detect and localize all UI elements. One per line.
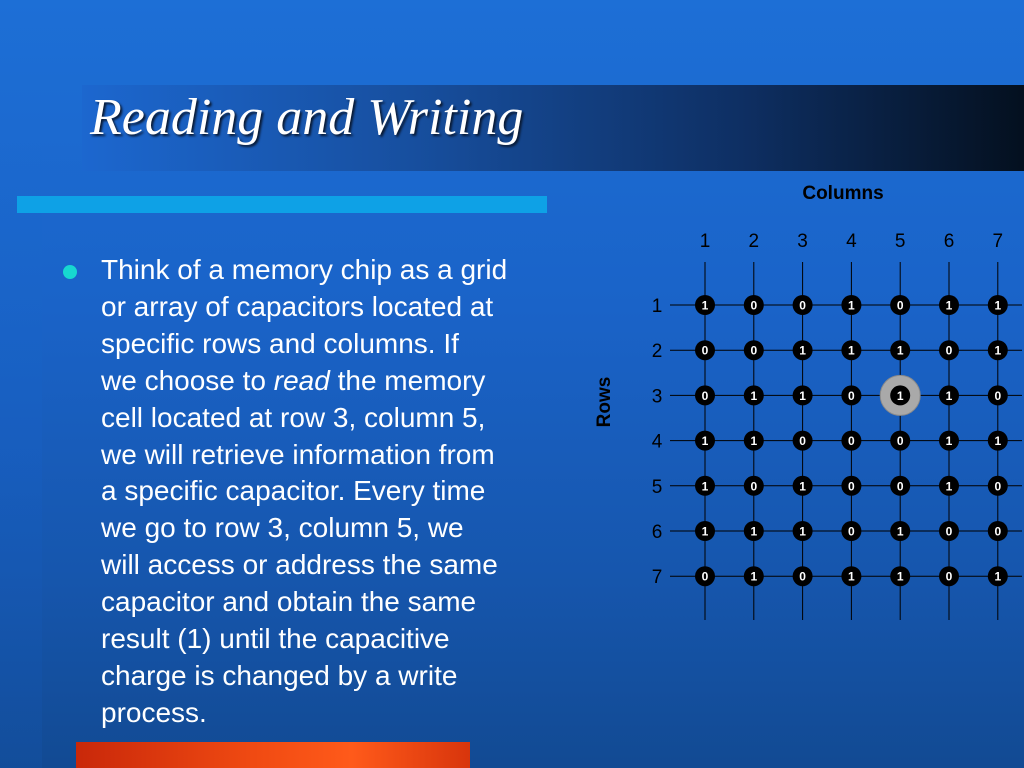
memory-cell-value: 1 <box>701 479 709 494</box>
memory-cell-value: 1 <box>945 479 953 494</box>
column-number: 6 <box>943 231 955 252</box>
memory-cell-value: 0 <box>848 524 855 539</box>
column-number: 7 <box>992 231 1004 252</box>
column-number: 3 <box>797 231 808 252</box>
row-number: 5 <box>651 476 663 498</box>
row-number: 6 <box>651 522 663 543</box>
bullet-text-run: we will retrieve information from <box>101 438 495 470</box>
memory-cell-value: 1 <box>701 298 709 313</box>
bullet-text-run: a specific capacitor. Every time <box>101 475 486 507</box>
bullet-text-run: the memory <box>329 364 486 396</box>
memory-cell-value: 1 <box>848 298 855 313</box>
row-number: 4 <box>651 431 663 453</box>
memory-cell-value: 1 <box>750 388 758 403</box>
memory-cell-value: 1 <box>799 388 806 403</box>
memory-cell-value: 0 <box>945 343 953 358</box>
memory-cell-value: 0 <box>750 298 758 313</box>
bullet-text-run: we choose to <box>101 364 274 396</box>
memory-cell-value: 1 <box>799 343 806 358</box>
memory-cell-value: 0 <box>701 569 709 584</box>
bullet-text-run: charge is changed by a write <box>101 659 458 691</box>
memory-cell-value: 1 <box>994 434 1002 449</box>
rows-label: Rows <box>594 376 615 428</box>
memory-cell-value: 0 <box>994 479 1002 494</box>
memory-cell-value: 1 <box>945 388 953 403</box>
memory-cell-value: 0 <box>750 343 758 358</box>
memory-cell-value: 0 <box>896 479 904 494</box>
column-number: 2 <box>748 231 760 252</box>
memory-cell-value: 0 <box>896 298 904 313</box>
row-number: 2 <box>651 341 663 363</box>
memory-cell-value: 0 <box>848 388 855 403</box>
memory-cell-value: 1 <box>750 569 758 584</box>
memory-cell-value: 1 <box>799 479 806 494</box>
memory-cell-value: 0 <box>994 388 1002 403</box>
memory-cell-value: 1 <box>750 524 758 539</box>
memory-cell-value: 0 <box>896 434 904 449</box>
bullet-text-run: specific rows and columns. If <box>101 327 459 359</box>
memory-cell-value: 1 <box>896 569 904 584</box>
column-number: 1 <box>699 231 711 252</box>
emphasis-text: read <box>273 364 330 396</box>
memory-cell-value: 0 <box>799 434 806 449</box>
memory-cell-value: 0 <box>945 524 953 539</box>
memory-cell-value: 1 <box>701 434 709 449</box>
accent-bar-bottom <box>76 742 470 768</box>
bullet-text-run: capacitor and obtain the same <box>101 586 477 618</box>
memory-cell-value: 0 <box>701 388 709 403</box>
bullet-text-run: Think of a memory chip as a grid <box>101 254 508 285</box>
columns-label: Columns <box>802 183 884 204</box>
memory-cell-value: 0 <box>848 479 855 494</box>
slide-title: Reading and Writing <box>90 89 524 146</box>
memory-cell-value: 1 <box>896 388 904 403</box>
memory-cell-value: 1 <box>896 343 904 358</box>
memory-cell-value: 1 <box>750 434 758 449</box>
memory-cell-value: 1 <box>848 569 855 584</box>
memory-cell-value: 0 <box>750 479 758 494</box>
column-number: 4 <box>846 231 857 252</box>
memory-cell-value: 1 <box>701 524 709 539</box>
memory-cell-value: 1 <box>945 298 953 313</box>
memory-cell-value: 0 <box>848 434 855 449</box>
bullet-text-run: process. <box>101 696 207 728</box>
row-number: 3 <box>651 386 663 408</box>
memory-cell-value: 0 <box>994 524 1002 539</box>
memory-cell-value: 1 <box>994 298 1002 313</box>
memory-cell-value: 0 <box>701 343 709 358</box>
row-number: 7 <box>651 567 663 589</box>
memory-cell-value: 0 <box>799 298 806 313</box>
memory-cell-value: 1 <box>994 569 1002 584</box>
memory-cell-value: 1 <box>799 524 806 539</box>
bullet-text-run: we go to row 3, column 5, we <box>101 512 464 544</box>
memory-cell-value: 1 <box>994 343 1002 358</box>
memory-cell-value: 1 <box>896 524 904 539</box>
bullet-text-run: cell located at row 3, column 5, <box>101 401 486 433</box>
bullet-text-run: will access or address the same <box>101 549 498 581</box>
row-number: 1 <box>651 296 663 317</box>
memory-cell-value: 0 <box>799 569 806 584</box>
bullet-text-run: or array of capacitors located at <box>101 290 494 322</box>
bullet-text-run: result (1) until the capacitive <box>101 623 450 655</box>
memory-cell-value: 0 <box>945 569 953 584</box>
column-number: 5 <box>894 231 906 252</box>
memory-cell-value: 1 <box>945 434 953 449</box>
memory-cell-value: 1 <box>848 343 855 358</box>
